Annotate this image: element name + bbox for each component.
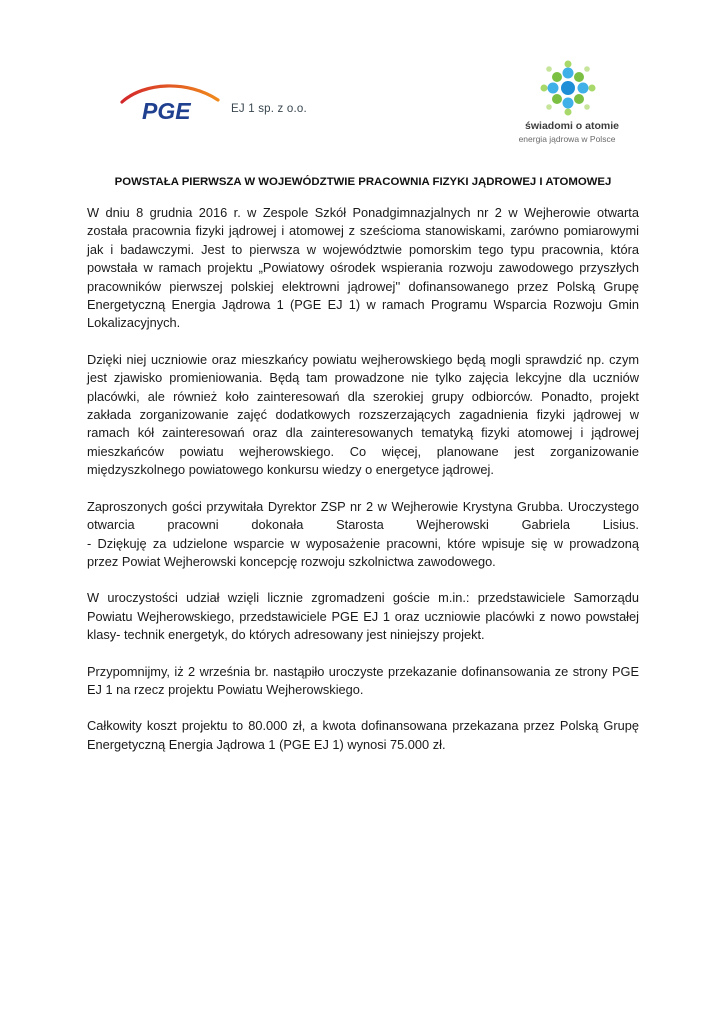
paragraph-2: Dzięki niej uczniowie oraz mieszkańcy powiatu wejherowskiego będą mogli sprawdzić np. czym jest zjawisko promieniowania. Będą tam prowadzone nie tylko zajęcia lekcyjne dla uczniów placówki, ale również koło zainteresowań dla szerokiej grupy odbiorców. Ponadto, projekt zakłada zorganizowanie zajęć dodatkowych rozszerzających zagadnienia fizyki jądrowej w ramach kół zainteresowań oraz dla zainteresowanych tematyką fizyki atomowej i jądrowej mieszkańców powiatu wejherowskiego. Co więcej, planowane jest zorganizowanie międzyszkolnego powiatowego konkursu wiedzy o energetyce jądrowej. [87,351,639,478]
partner-logo-title: świadomi o atomie [525,120,619,132]
pge-logo-icon [118,80,222,124]
paragraph-3-line-1: Zaproszonych gości przywitała Dyrektor ZSP nr 2 w Wejherowie Krystyna Grubba. Uroczystego otwarcia pracowni dokonała Starosta Wejherowski Gabriela Lisius. [87,498,639,533]
paragraph-3-line-2: - Dziękuję za udzielone wsparcie w wyposażenie pracowni, które wpisuje się w prowadzoną przez Powiat Wejherowski koncepcję rozwoju szkolnictwa zawodowego. [87,535,639,569]
paragraph-6: Całkowity koszt projektu to 80.000 zł, a kwota dofinansowana przekazana przez Polską Grupę Energetyczną Energia Jądrowa 1 (PGE EJ 1) wynosi 75.000 zł. [87,718,639,752]
document-body [87,204,639,772]
pge-logo-text: PGE [142,98,191,124]
partner-logo-tagline: energia jądrowa w Polsce [518,134,616,144]
company-name: EJ 1 sp. z o.o. [231,103,307,115]
paragraph-5: Przypomnijmy, iż 2 września br. nastąpiło uroczyste przekazanie dofinansowania ze strony PGE EJ 1 na rzecz projektu Powiatu Wejherowskiego. [87,663,639,697]
paragraph-4: W uroczystości udział wzięli licznie zgromadzeni goście m.in.: przedstawiciele Samorządu Powiatu Wejherowskiego, przedstawiciele PGE EJ 1 oraz uczniowie placówki z nowo powstałej klasy- technik energetyk, do których adresowany jest niniejszy projekt. [87,590,639,643]
atom-logo-icon [540,60,596,116]
document-title: POWSTAŁA PIERWSZA W WOJEWÓDZTWIE PRACOWNIA FIZYKI JĄDROWEJ I ATOMOWEJ [114,176,612,188]
paragraph-3 [87,498,639,572]
paragraph-1: W dniu 8 grudnia 2016 r. w Zespole Szkół Ponadgimnazjalnych nr 2 w Wejherowie otwarta została pracownia fizyki jądrowej i atomowej z sześcioma stanowiskami, zarówno pomiarowymi jak i badawczymi. Jest to pierwsza w województwie pomorskim tego typu pracownia, która powstała w ramach projektu „Powiatowy ośrodek wspierania rozwoju zawodowego przyszłych pracowników pierwszej polskiej elektrowni jądrowej'' dofinansowanego przez Polską Grupę Energetyczną Energia Jądrowa 1 (PGE EJ 1) w ramach Programu Wsparcia Rozwoju Gmin Lokalizacyjnych. [87,205,639,331]
